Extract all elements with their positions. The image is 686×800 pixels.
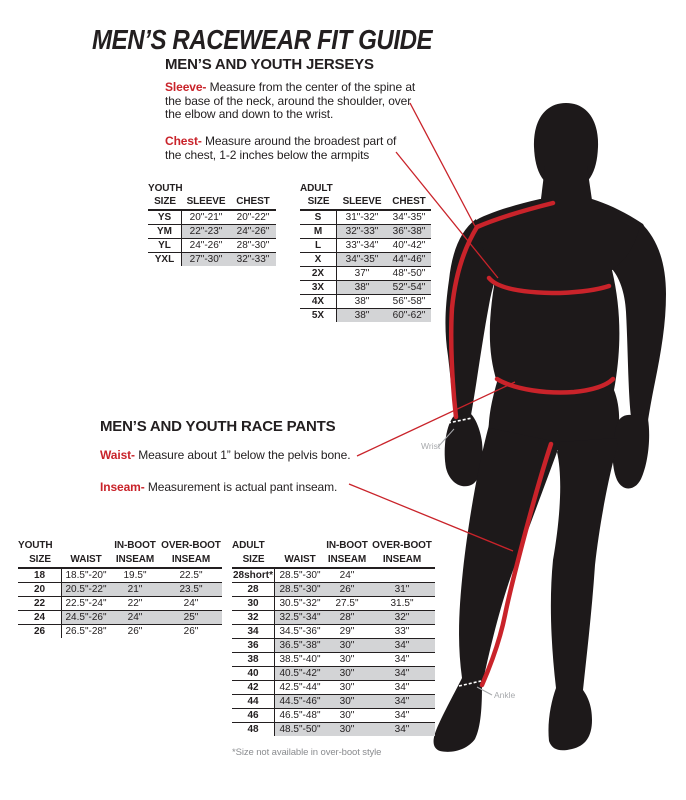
- body-silhouette: [434, 103, 666, 752]
- youth-jersey-size-table: [148, 182, 276, 266]
- column-header: WAIST: [70, 554, 102, 565]
- adult-pants-size-table: [232, 539, 435, 736]
- table-row: [300, 295, 431, 309]
- column-header: IN-BOOT: [326, 540, 368, 551]
- table-row: [232, 597, 435, 611]
- size-cell: YM: [148, 225, 182, 238]
- size-cell: 36: [232, 639, 275, 652]
- value-cell: 20"-22": [236, 212, 270, 223]
- table-label: ADULT: [300, 183, 333, 194]
- value-cell: 22.5": [179, 570, 203, 581]
- value-cell: 42.5"-44": [279, 682, 321, 693]
- value-cell: 28"-30": [236, 240, 270, 251]
- value-cell: 52"-54": [387, 281, 431, 294]
- value-cell: 24"-26": [230, 225, 276, 238]
- value-cell: 26.5"-28": [65, 626, 107, 637]
- right-hand-shape: [613, 414, 649, 488]
- size-cell: 24: [18, 611, 62, 624]
- column-header: CHEST: [236, 196, 270, 207]
- value-cell: 31.5": [390, 598, 414, 609]
- value-cell: 32.5"-34": [275, 611, 325, 624]
- table-row: [18, 597, 222, 611]
- column-header: INSEAM: [171, 554, 211, 565]
- value-cell: 24": [110, 611, 160, 624]
- value-cell: 22.5"-24": [65, 598, 107, 609]
- value-cell: 34"-35": [337, 253, 387, 266]
- value-cell: 34"-35": [392, 212, 426, 223]
- column-header: SLEEVE: [342, 196, 382, 207]
- right-leg-shape: [548, 438, 618, 750]
- size-cell: 34: [232, 625, 275, 638]
- size-cell: M: [300, 225, 337, 238]
- size-cell: 46: [232, 709, 275, 722]
- column-header: YOUTH: [18, 540, 53, 551]
- value-cell: 32"-33": [337, 225, 387, 238]
- column-header: [62, 539, 110, 553]
- value-cell: 34": [369, 723, 435, 736]
- size-cell: 2X: [300, 267, 337, 280]
- chest-instruction-text: Measure around the broadest part of the chest, 1-2 inches below the armpits: [165, 134, 397, 162]
- table-row: [232, 681, 435, 695]
- table-header-row: [300, 195, 431, 209]
- size-cell: 18: [18, 569, 62, 582]
- value-cell: 38": [337, 309, 387, 322]
- column-header: INSEAM: [382, 554, 422, 565]
- value-cell: 25": [160, 611, 222, 624]
- table-row: [232, 723, 435, 736]
- table-header-row: [18, 539, 222, 553]
- column-header: OVER-BOOT: [161, 540, 221, 551]
- value-cell: 24.5"-26": [62, 611, 110, 624]
- table-row: [148, 239, 276, 253]
- table-row: [300, 309, 431, 322]
- chest-term: Chest-: [165, 134, 202, 148]
- value-cell: 30": [325, 723, 369, 736]
- column-header: SIZE: [154, 196, 176, 207]
- size-cell: 26: [18, 625, 62, 638]
- size-cell: 40: [232, 667, 275, 680]
- table-row: [300, 239, 431, 253]
- left-fist-shape: [445, 413, 483, 486]
- value-cell: 22": [127, 598, 143, 609]
- value-cell: 24"-26": [189, 240, 223, 251]
- value-cell: 19.5": [123, 570, 147, 581]
- table-header-row: [232, 539, 435, 553]
- value-cell: 40"-42": [392, 240, 426, 251]
- wrist-callout-label: Wrist: [421, 441, 441, 451]
- value-cell: 38": [337, 281, 387, 294]
- value-cell: 20.5"-22": [62, 583, 110, 596]
- inseam-term: Inseam-: [100, 480, 145, 494]
- value-cell: 34": [369, 639, 435, 652]
- value-cell: 24": [183, 598, 199, 609]
- waist-instruction-text: Measure about 1” below the pelvis bone.: [134, 448, 351, 462]
- value-cell: 38.5"-40": [279, 654, 321, 665]
- value-cell: 20"-21": [189, 212, 223, 223]
- value-cell: 24": [339, 570, 355, 581]
- sleeve-term: Sleeve-: [165, 80, 207, 94]
- chest-instruction: [165, 135, 415, 162]
- size-cell: 30: [232, 597, 275, 610]
- table-row: [232, 653, 435, 667]
- column-header: ADULT: [232, 540, 265, 551]
- table-row: [148, 225, 276, 239]
- table-row: [300, 225, 431, 239]
- value-cell: 44.5"-46": [275, 695, 325, 708]
- value-cell: 27"-30": [182, 253, 230, 266]
- table-row: [300, 267, 431, 281]
- value-cell: 56"-58": [392, 296, 426, 307]
- value-cell: 34": [394, 710, 410, 721]
- table-row: [232, 583, 435, 597]
- waist-instruction: [100, 449, 370, 463]
- value-cell: 31": [369, 583, 435, 596]
- size-cell: 48: [232, 723, 275, 736]
- value-cell: 22"-23": [182, 225, 230, 238]
- column-header: SIZE: [307, 196, 330, 207]
- table-header-row: [232, 553, 435, 567]
- value-cell: [369, 569, 435, 582]
- value-cell: 18.5"-20": [65, 570, 107, 581]
- table-row: [300, 281, 431, 295]
- table-row: [18, 611, 222, 625]
- size-cell: YS: [148, 211, 182, 224]
- value-cell: 30": [339, 654, 355, 665]
- value-cell: 46.5"-48": [279, 710, 321, 721]
- column-header: CHEST: [392, 196, 426, 207]
- value-cell: 38": [354, 296, 370, 307]
- pants-section-heading: MEN’S AND YOUTH RACE PANTS: [100, 418, 336, 435]
- value-cell: 27.5": [335, 598, 359, 609]
- size-cell: L: [300, 239, 337, 252]
- value-cell: 30": [339, 682, 355, 693]
- waist-term: Waist-: [100, 448, 135, 462]
- value-cell: 32": [369, 611, 435, 624]
- table-row: [300, 211, 431, 225]
- size-cell: 22: [18, 597, 62, 610]
- table-row: [148, 253, 276, 266]
- table-header-row: [148, 195, 276, 209]
- size-cell: 38: [232, 653, 275, 666]
- value-cell: 34": [369, 695, 435, 708]
- table-row: [148, 211, 276, 225]
- table-row: [232, 667, 435, 681]
- size-footnote: *Size not available in over-boot style: [232, 747, 382, 758]
- column-header: INSEAM: [327, 554, 367, 565]
- value-cell: 48.5"-50": [275, 723, 325, 736]
- value-cell: 26": [183, 626, 199, 637]
- value-cell: 60"-62": [387, 309, 431, 322]
- size-cell: 44: [232, 695, 275, 708]
- value-cell: 28.5"-30": [275, 583, 325, 596]
- table-row: [232, 611, 435, 625]
- value-cell: 28.5"-30": [279, 570, 321, 581]
- table-row: [232, 695, 435, 709]
- size-cell: 42: [232, 681, 275, 694]
- value-cell: 48"-50": [392, 268, 426, 279]
- jerseys-section-heading: MEN’S AND YOUTH JERSEYS: [165, 56, 374, 73]
- column-header: SIZE: [29, 554, 51, 565]
- sleeve-instruction: [165, 81, 417, 122]
- value-cell: 34.5"-36": [279, 626, 321, 637]
- value-cell: 26": [127, 626, 143, 637]
- value-cell: 44"-46": [387, 253, 431, 266]
- value-cell: 30": [339, 710, 355, 721]
- value-cell: 21": [110, 583, 160, 596]
- size-cell: 5X: [300, 309, 337, 322]
- inseam-instruction-text: Measurement is actual pant inseam.: [144, 480, 338, 494]
- size-cell: X: [300, 253, 337, 266]
- column-header: WAIST: [284, 554, 316, 565]
- size-cell: 20: [18, 583, 62, 596]
- table-label: YOUTH: [148, 183, 183, 194]
- size-cell: 28short*: [232, 570, 273, 581]
- value-cell: 26": [325, 583, 369, 596]
- size-cell: 32: [232, 611, 275, 624]
- ankle-callout-label: Ankle: [494, 690, 516, 700]
- value-cell: 30": [325, 695, 369, 708]
- table-row: [18, 583, 222, 597]
- value-cell: 33"-34": [345, 240, 379, 251]
- value-cell: 34": [394, 654, 410, 665]
- table-header-row: [18, 553, 222, 567]
- size-cell: S: [300, 211, 337, 224]
- table-row: [232, 639, 435, 653]
- size-cell: 4X: [300, 295, 337, 308]
- table-row: [232, 569, 435, 583]
- size-cell: YL: [148, 239, 182, 252]
- value-cell: 34": [369, 667, 435, 680]
- value-cell: 30": [325, 667, 369, 680]
- value-cell: 33": [394, 626, 410, 637]
- column-header: SIZE: [242, 554, 265, 565]
- column-header: INSEAM: [115, 554, 155, 565]
- size-cell: 3X: [300, 281, 337, 294]
- table-row: [18, 625, 222, 638]
- value-cell: 37": [354, 268, 370, 279]
- value-cell: 23.5": [160, 583, 222, 596]
- sleeve-instruction-text: Measure from the center of the spine at the base of the neck, around the shoulder, over the elbow and down to the wrist.: [165, 80, 416, 121]
- table-row: [300, 253, 431, 267]
- torso-shape: [464, 199, 646, 459]
- column-header: IN-BOOT: [114, 540, 156, 551]
- value-cell: 31"-32": [345, 212, 379, 223]
- value-cell: 36.5"-38": [275, 639, 325, 652]
- value-cell: 36"-38": [387, 225, 431, 238]
- value-cell: 34": [394, 682, 410, 693]
- size-cell: YXL: [148, 253, 182, 266]
- page-title: MEN’S RACEWEAR FIT GUIDE: [92, 24, 433, 55]
- table-row: [18, 569, 222, 583]
- value-cell: 30": [325, 639, 369, 652]
- table-row: [232, 709, 435, 723]
- value-cell: 30.5"-32": [279, 598, 321, 609]
- inseam-instruction: [100, 481, 370, 495]
- table-row: [232, 625, 435, 639]
- value-cell: 28": [325, 611, 369, 624]
- value-cell: 40.5"-42": [275, 667, 325, 680]
- size-cell: 28: [232, 583, 275, 596]
- youth-pants-size-table: [18, 539, 222, 638]
- column-header: SLEEVE: [186, 196, 226, 207]
- column-header: [275, 539, 325, 553]
- value-cell: 29": [339, 626, 355, 637]
- adult-jersey-size-table: [300, 182, 431, 322]
- column-header: OVER-BOOT: [372, 540, 432, 551]
- value-cell: 32"-33": [230, 253, 276, 266]
